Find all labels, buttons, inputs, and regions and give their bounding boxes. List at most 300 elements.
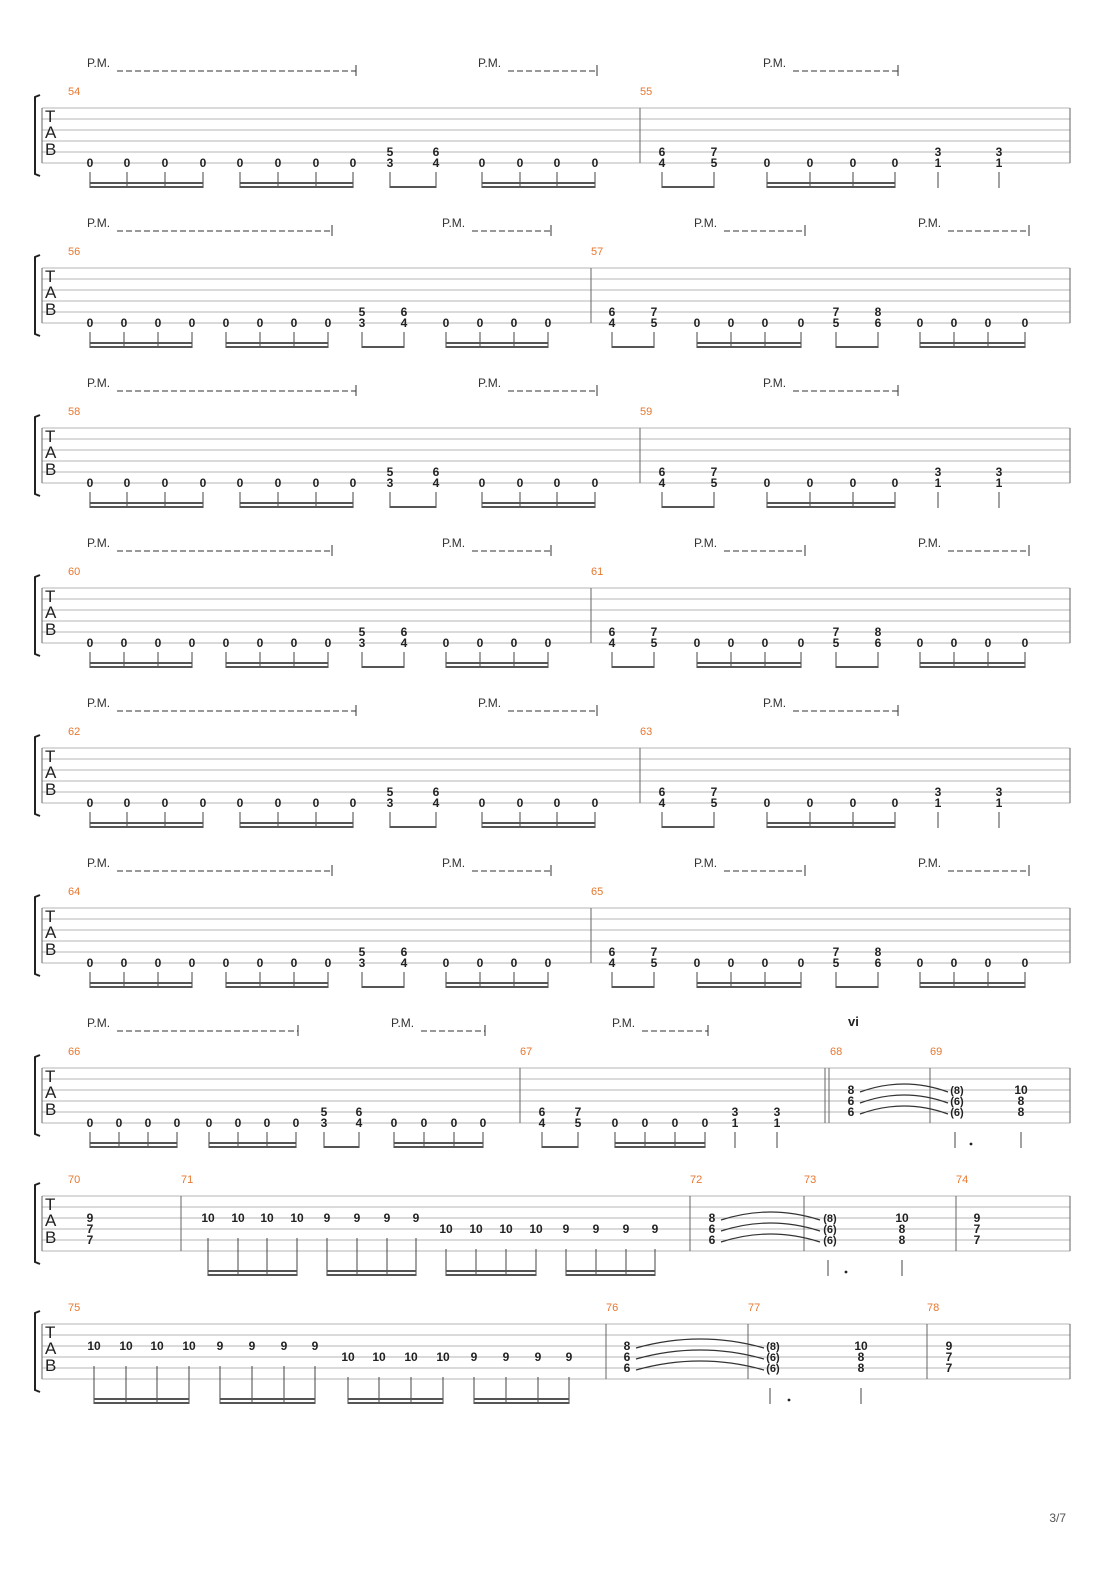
fret-number: 0: [120, 636, 128, 650]
fret-number: 1: [731, 1116, 739, 1130]
fret-number: 1: [773, 1116, 781, 1130]
fret-number: 10: [439, 1222, 453, 1236]
measure-number: 65: [591, 886, 604, 898]
fret-number: 0: [86, 1116, 94, 1130]
fret-number: 0: [476, 956, 484, 970]
fret-number: 6: [847, 1094, 855, 1108]
fret-number: 7: [973, 1233, 981, 1247]
vibrato-label: vi: [848, 1014, 859, 1029]
tie-curve: [721, 1234, 820, 1242]
palm-mute-label: P.M.: [918, 216, 942, 230]
tab-letter-a: A: [45, 763, 57, 782]
tab-letter-b: B: [45, 1228, 57, 1247]
fret-number: 0: [1021, 956, 1029, 970]
fret-number: 5: [650, 956, 658, 970]
fret-number: 5: [832, 316, 840, 330]
fret-number: 0: [916, 316, 924, 330]
palm-mute-label: P.M.: [763, 56, 787, 70]
fret-number: 0: [693, 636, 701, 650]
fret-number: 4: [658, 476, 666, 490]
fret-number: 0: [420, 1116, 428, 1130]
tab-letter-a: A: [45, 1083, 57, 1102]
fret-number: 6: [608, 305, 616, 319]
fret-number: 7: [710, 145, 718, 159]
fret-number: 0: [641, 1116, 649, 1130]
fret-number: 0: [349, 796, 357, 810]
fret-number: 9: [592, 1222, 600, 1236]
fret-number: 0: [222, 316, 230, 330]
fret-number: 1: [995, 476, 1003, 490]
fret-number: 6: [658, 465, 666, 479]
fret-number: 0: [274, 476, 282, 490]
fret-number: 0: [891, 796, 899, 810]
tab-letter-b: B: [45, 140, 57, 159]
fret-number: 3: [934, 785, 942, 799]
fret-number: 0: [115, 1116, 123, 1130]
fret-number: 0: [222, 956, 230, 970]
fret-number: 0: [173, 1116, 181, 1130]
fret-number: 7: [574, 1105, 582, 1119]
fret-number: 0: [797, 636, 805, 650]
fret-number: 0: [290, 316, 298, 330]
fret-number: 0: [86, 636, 94, 650]
fret-number: (6): [823, 1224, 837, 1236]
fret-number: 6: [355, 1105, 363, 1119]
fret-number: 0: [516, 796, 524, 810]
fret-number: 6: [708, 1222, 716, 1236]
fret-number: 10: [231, 1211, 245, 1225]
fret-number: 6: [658, 145, 666, 159]
fret-number: 0: [390, 1116, 398, 1130]
fret-number: 7: [710, 465, 718, 479]
fret-number: 4: [432, 156, 440, 170]
fret-number: 0: [274, 796, 282, 810]
fret-number: 0: [727, 316, 735, 330]
fret-number: 7: [973, 1222, 981, 1236]
fret-number: 0: [727, 636, 735, 650]
measure-number: 78: [927, 1302, 940, 1314]
fret-number: 3: [934, 145, 942, 159]
fret-number: 3: [995, 785, 1003, 799]
tab-letter-b: B: [45, 1356, 57, 1375]
system-bracket: [35, 1055, 40, 1136]
fret-number: 0: [349, 156, 357, 170]
measure-number: 57: [591, 246, 604, 258]
fret-number: 1: [934, 156, 942, 170]
fret-number: 6: [608, 625, 616, 639]
fret-number: 0: [553, 476, 561, 490]
fret-number: (6): [823, 1235, 837, 1247]
fret-number: 0: [120, 956, 128, 970]
palm-mute-label: P.M.: [694, 216, 718, 230]
fret-number: 0: [476, 636, 484, 650]
fret-number: 0: [256, 316, 264, 330]
fret-number: 6: [623, 1350, 631, 1364]
measure-number: 72: [690, 1174, 703, 1186]
system-bracket: [35, 575, 40, 656]
fret-number: 3: [320, 1116, 328, 1130]
measure-number: 77: [748, 1302, 761, 1314]
fret-number: 0: [86, 316, 94, 330]
fret-number: 6: [874, 316, 882, 330]
fret-number: 8: [898, 1222, 906, 1236]
fret-number: 0: [86, 476, 94, 490]
fret-number: 0: [950, 636, 958, 650]
fret-number: 4: [400, 956, 408, 970]
fret-number: 7: [86, 1233, 94, 1247]
system-bracket: [35, 735, 40, 816]
measure-number: 59: [640, 406, 653, 418]
fret-number: 0: [120, 316, 128, 330]
measure-number: 70: [68, 1174, 81, 1186]
fret-number: 3: [358, 956, 366, 970]
fret-number: 0: [984, 316, 992, 330]
fret-number: 3: [773, 1105, 781, 1119]
fret-number: 7: [832, 305, 840, 319]
fret-number: 9: [470, 1350, 478, 1364]
fret-number: 4: [608, 636, 616, 650]
fret-number: 8: [874, 945, 882, 959]
tie-curve: [860, 1084, 948, 1092]
fret-number: 0: [693, 956, 701, 970]
fret-number: 0: [849, 476, 857, 490]
fret-number: 3: [386, 156, 394, 170]
fret-number: 8: [898, 1233, 906, 1247]
fret-number: 6: [538, 1105, 546, 1119]
fret-number: 4: [608, 956, 616, 970]
fret-number: 0: [1021, 316, 1029, 330]
fret-number: 1: [934, 796, 942, 810]
measure-number: 58: [68, 406, 81, 418]
duration-dot: [970, 1143, 973, 1146]
fret-number: 5: [832, 956, 840, 970]
fret-number: 0: [290, 636, 298, 650]
system-bracket: [35, 895, 40, 976]
fret-number: 7: [832, 945, 840, 959]
fret-number: 9: [945, 1339, 953, 1353]
fret-number: 0: [849, 796, 857, 810]
page-number: 3/7: [1049, 1511, 1066, 1525]
fret-number: (8): [823, 1213, 837, 1225]
tab-letter-t: T: [45, 267, 56, 286]
palm-mute-label: P.M.: [87, 1016, 111, 1030]
fret-number: 0: [86, 956, 94, 970]
system-bracket: [35, 415, 40, 496]
fret-number: 5: [710, 156, 718, 170]
fret-number: 4: [658, 796, 666, 810]
fret-number: 8: [623, 1339, 631, 1353]
fret-number: 0: [544, 636, 552, 650]
fret-number: 5: [710, 796, 718, 810]
tab-letter-t: T: [45, 587, 56, 606]
fret-number: 10: [1014, 1083, 1028, 1097]
fret-number: 0: [349, 476, 357, 490]
tab-letter-t: T: [45, 107, 56, 126]
fret-number: 9: [973, 1211, 981, 1225]
measure-number: 75: [68, 1302, 81, 1314]
fret-number: 0: [553, 796, 561, 810]
fret-number: 6: [432, 465, 440, 479]
fret-number: 0: [450, 1116, 458, 1130]
fret-number: 4: [608, 316, 616, 330]
fret-number: 0: [671, 1116, 679, 1130]
palm-mute-label: P.M.: [87, 56, 111, 70]
fret-number: 0: [161, 156, 169, 170]
fret-number: 9: [383, 1211, 391, 1225]
tab-letter-t: T: [45, 747, 56, 766]
system-bracket: [35, 1311, 40, 1392]
fret-number: 0: [591, 476, 599, 490]
fret-number: (8): [950, 1085, 964, 1097]
fret-number: 8: [857, 1350, 865, 1364]
measure-number: 74: [956, 1174, 969, 1186]
tab-letter-a: A: [45, 923, 57, 942]
fret-number: 4: [538, 1116, 546, 1130]
fret-number: 7: [710, 785, 718, 799]
fret-number: 0: [123, 476, 131, 490]
tab-letter-b: B: [45, 620, 57, 639]
tab-letter-a: A: [45, 1339, 57, 1358]
fret-number: 8: [874, 305, 882, 319]
tab-letter-b: B: [45, 460, 57, 479]
fret-number: 10: [499, 1222, 513, 1236]
fret-number: 0: [123, 156, 131, 170]
fret-number: 9: [280, 1339, 288, 1353]
fret-number: 0: [916, 636, 924, 650]
fret-number: 0: [544, 316, 552, 330]
tie-curve: [636, 1361, 764, 1370]
fret-number: 6: [432, 145, 440, 159]
fret-number: 1: [995, 156, 1003, 170]
fret-number: 0: [806, 156, 814, 170]
fret-number: 5: [650, 636, 658, 650]
fret-number: 6: [400, 945, 408, 959]
palm-mute-label: P.M.: [694, 536, 718, 550]
palm-mute-label: P.M.: [763, 376, 787, 390]
measure-number: 67: [520, 1046, 533, 1058]
fret-number: 0: [984, 636, 992, 650]
fret-number: 6: [874, 636, 882, 650]
fret-number: 0: [611, 1116, 619, 1130]
fret-number: 0: [797, 956, 805, 970]
fret-number: 0: [86, 156, 94, 170]
fret-number: 0: [312, 156, 320, 170]
fret-number: 0: [797, 316, 805, 330]
fret-number: 10: [87, 1339, 101, 1353]
system-bracket: [35, 1183, 40, 1264]
measure-number: 68: [830, 1046, 843, 1058]
fret-number: 9: [248, 1339, 256, 1353]
fret-number: 0: [188, 636, 196, 650]
fret-number: 0: [86, 796, 94, 810]
tab-letter-a: A: [45, 1211, 57, 1230]
fret-number: 0: [123, 796, 131, 810]
measure-number: 55: [640, 86, 653, 98]
fret-number: 7: [650, 305, 658, 319]
fret-number: 5: [386, 465, 394, 479]
fret-number: 5: [358, 305, 366, 319]
fret-number: 6: [623, 1361, 631, 1375]
fret-number: 5: [710, 476, 718, 490]
fret-number: 0: [516, 476, 524, 490]
palm-mute-label: P.M.: [694, 856, 718, 870]
fret-number: 0: [510, 636, 518, 650]
tab-letter-t: T: [45, 1195, 56, 1214]
duration-dot: [788, 1399, 791, 1402]
fret-number: 6: [608, 945, 616, 959]
fret-number: 9: [651, 1222, 659, 1236]
fret-number: 4: [658, 156, 666, 170]
fret-number: 10: [341, 1350, 355, 1364]
fret-number: 9: [353, 1211, 361, 1225]
fret-number: (6): [950, 1096, 964, 1108]
fret-number: 0: [763, 476, 771, 490]
measure-number: 54: [68, 86, 81, 98]
fret-number: 3: [995, 465, 1003, 479]
fret-number: 5: [386, 145, 394, 159]
palm-mute-label: P.M.: [478, 376, 502, 390]
fret-number: (6): [950, 1107, 964, 1119]
fret-number: 7: [650, 625, 658, 639]
measure-number: 76: [606, 1302, 619, 1314]
fret-number: 0: [442, 636, 450, 650]
fret-number: 10: [201, 1211, 215, 1225]
fret-number: 0: [290, 956, 298, 970]
fret-number: 7: [945, 1350, 953, 1364]
fret-number: 8: [874, 625, 882, 639]
fret-number: 10: [895, 1211, 909, 1225]
tab-letter-t: T: [45, 427, 56, 446]
fret-number: 0: [274, 156, 282, 170]
measure-number: 60: [68, 566, 81, 578]
tab-letter-a: A: [45, 603, 57, 622]
fret-number: 0: [806, 796, 814, 810]
fret-number: 0: [478, 796, 486, 810]
fret-number: 0: [442, 956, 450, 970]
palm-mute-label: P.M.: [442, 856, 466, 870]
fret-number: 3: [995, 145, 1003, 159]
measure-number: 69: [930, 1046, 943, 1058]
fret-number: 0: [510, 316, 518, 330]
fret-number: 7: [945, 1361, 953, 1375]
fret-number: 0: [478, 156, 486, 170]
tab-letter-a: A: [45, 123, 57, 142]
fret-number: 9: [216, 1339, 224, 1353]
fret-number: 10: [119, 1339, 133, 1353]
palm-mute-label: P.M.: [918, 536, 942, 550]
fret-number: 0: [199, 796, 207, 810]
fret-number: 0: [161, 796, 169, 810]
measure-number: 66: [68, 1046, 81, 1058]
fret-number: 1: [995, 796, 1003, 810]
fret-number: 10: [372, 1350, 386, 1364]
fret-number: 7: [650, 945, 658, 959]
measure-number: 73: [804, 1174, 817, 1186]
fret-number: 9: [502, 1350, 510, 1364]
fret-number: 0: [236, 796, 244, 810]
fret-number: 9: [412, 1211, 420, 1225]
fret-number: (6): [766, 1363, 780, 1375]
fret-number: 0: [154, 636, 162, 650]
palm-mute-label: P.M.: [87, 696, 111, 710]
tab-letter-t: T: [45, 907, 56, 926]
tie-curve: [860, 1095, 948, 1103]
fret-number: 0: [292, 1116, 300, 1130]
tie-curve: [860, 1106, 948, 1114]
measure-number: 56: [68, 246, 81, 258]
fret-number: 9: [323, 1211, 331, 1225]
fret-number: 0: [984, 956, 992, 970]
fret-number: 5: [358, 945, 366, 959]
tie-curve: [721, 1223, 820, 1231]
palm-mute-label: P.M.: [612, 1016, 636, 1030]
fret-number: 6: [400, 305, 408, 319]
fret-number: 3: [731, 1105, 739, 1119]
fret-number: 10: [150, 1339, 164, 1353]
fret-number: 0: [591, 156, 599, 170]
fret-number: 0: [234, 1116, 242, 1130]
fret-number: 0: [763, 156, 771, 170]
fret-number: 9: [86, 1211, 94, 1225]
fret-number: 10: [529, 1222, 543, 1236]
tab-letter-b: B: [45, 1100, 57, 1119]
fret-number: 6: [432, 785, 440, 799]
fret-number: 10: [290, 1211, 304, 1225]
fret-number: 0: [205, 1116, 213, 1130]
fret-number: 3: [358, 316, 366, 330]
fret-number: 9: [622, 1222, 630, 1236]
measure-number: 62: [68, 726, 81, 738]
fret-number: 4: [400, 316, 408, 330]
fret-number: 0: [891, 476, 899, 490]
fret-number: 0: [222, 636, 230, 650]
fret-number: 1: [934, 476, 942, 490]
fret-number: 9: [534, 1350, 542, 1364]
palm-mute-label: P.M.: [478, 696, 502, 710]
fret-number: 0: [761, 636, 769, 650]
fret-number: 0: [476, 316, 484, 330]
fret-number: 0: [761, 316, 769, 330]
fret-number: 4: [432, 476, 440, 490]
fret-number: 0: [916, 956, 924, 970]
fret-number: 3: [358, 636, 366, 650]
tab-letter-a: A: [45, 283, 57, 302]
fret-number: 0: [442, 316, 450, 330]
fret-number: 0: [1021, 636, 1029, 650]
fret-number: 0: [479, 1116, 487, 1130]
fret-number: 0: [891, 156, 899, 170]
fret-number: 0: [324, 956, 332, 970]
fret-number: 3: [934, 465, 942, 479]
fret-number: 6: [847, 1105, 855, 1119]
fret-number: 8: [708, 1211, 716, 1225]
fret-number: 10: [404, 1350, 418, 1364]
fret-number: 0: [188, 316, 196, 330]
fret-number: 8: [857, 1361, 865, 1375]
tie-curve: [721, 1212, 820, 1220]
fret-number: 8: [1017, 1105, 1025, 1119]
fret-number: 10: [260, 1211, 274, 1225]
fret-number: 0: [188, 956, 196, 970]
tab-letter-t: T: [45, 1323, 56, 1342]
fret-number: 0: [154, 956, 162, 970]
palm-mute-label: P.M.: [87, 376, 111, 390]
fret-number: 4: [400, 636, 408, 650]
tab-letter-b: B: [45, 780, 57, 799]
fret-number: 6: [708, 1233, 716, 1247]
fret-number: 0: [544, 956, 552, 970]
fret-number: 9: [311, 1339, 319, 1353]
